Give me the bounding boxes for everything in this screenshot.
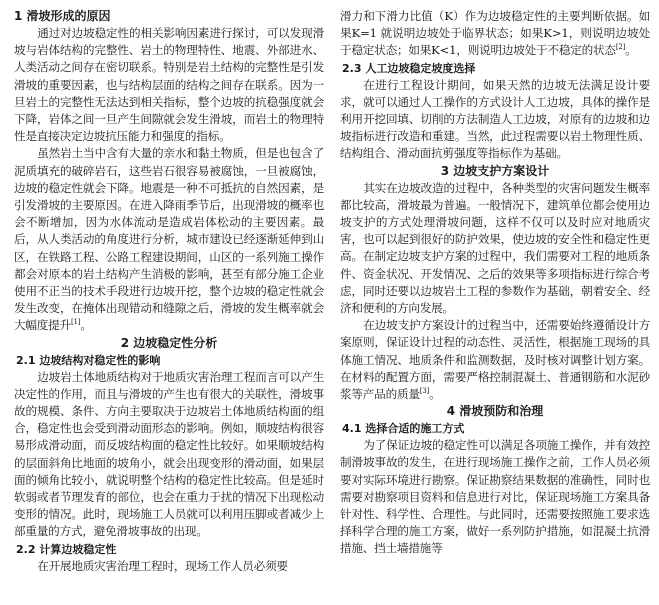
citation-ref: [2]	[615, 43, 626, 52]
paragraph	[14, 145, 324, 334]
section-heading-4: 4 滑坡预防和治理	[446, 404, 544, 419]
subsection-heading-4-1: 4.1 选择合适的施工方式	[342, 422, 465, 436]
paragraph: 其实在边坡改造的过程中，各种类型的灾害问题发生概率都比较高，滑坡最为普遍。一般情况下，建筑单位都会使用边坡支护的方式处理滑坡问题，这样不仅可以及时应对地质灾害，也可以起到很好的防护效果，使边坡的安全性和稳定性更高。在制定边坡支护方案的过程中，我们需要对工程的地质条件、资金状况、开发情况、之后的效果等多项指标进行综合考虑，同时还要以边坡岩土工程的参数作为基础，朝着安全、经济和便利的方向发展。	[340, 180, 650, 316]
paragraph-end: 。	[625, 43, 637, 58]
left-column	[14, 8, 324, 575]
section-heading-1: 1 滑坡形成的原因	[14, 9, 111, 23]
section-heading-2: 2 边坡稳定性分析	[120, 335, 218, 350]
subsection-heading-2-1: 2.1 边坡结构对稳定性的影响	[16, 353, 161, 367]
paragraph-end: 。	[80, 318, 92, 333]
subsection-heading-2-3: 2.3 人工边坡稳定坡度选择	[342, 61, 476, 75]
citation-ref: [3]	[419, 387, 430, 396]
paragraph: 通过对边坡稳定性的相关影响因素进行探讨，可以发现滑坡与岩体结构的完整性、岩土的物理特性、地震、外部进水、人类活动之间存在密切联系。特别是岩土结构的完整性是引发滑坡的重要因素，也与结构层面的结构之间存在联系。因为一旦岩土的完整性无法达到相关指标，整个边坡的抗稳强度就会下降，岩体之间一旦产生间隙就会发生滑坡，而岩土的物理特性是直接决定边坡抗压能力和强度的指标。	[14, 26, 324, 144]
citation-ref: [1]	[70, 318, 81, 327]
paragraph	[340, 8, 650, 60]
section-heading-3: 3 边坡支护方案设计	[440, 163, 550, 178]
paragraph: 在开展地质灾害治理工程时，现场工作人员必须要	[37, 558, 288, 573]
paragraph-end: 。	[429, 387, 441, 402]
paragraph	[340, 317, 650, 403]
paragraph-text: 滑力和下滑力比值（K）作为边坡稳定性的主要判断依据。如果K=1 就说明边坡处于临界状态；如果K>1，则说明边坡处于稳定状态；如果K<1，则说明边坡处于不稳定的状态	[340, 9, 650, 58]
paragraph-text: 虽然岩土当中含有大量的亲水和黏土物质，但是也包含了泥质填充的破碎岩石，这些岩石很容易被腐蚀，一旦被腐蚀，边坡的稳定性就会下降。地震是一种不可抵抗的自然因素，是引发滑坡的主要原因。在进入降雨季节后，出现滑坡的概率也会不断增加，因为水体流动是造成岩体松动的主要因素。最后，从人类活动的角度进行分析，城市建设已经逐渐延伸到山区，在铁路工程、公路工程建设期间，山区的一系列施工操作都会对原本的岩土结构产生消极的影响，甚至有部分施工企业使用不正当的技术手段进行边坡开挖，整个边坡的稳定性就会发生改变，在掩体出现错动和缝隙之后，滑坡的发生概率就会大幅度提升	[14, 146, 324, 333]
paragraph: 在进行工程设计期间，如果天然的边坡无法满足设计要求，就可以通过人工操作的方式设计人工边坡，具体的操作是利用开挖回填、切削的方法制造人工边坡，对原有的边坡和边坡指标进行改造和重建。当然，此过程需要以岩土物理性质、结构组合、滑动面抗剪强度等指标作为基础。	[340, 77, 650, 161]
subsection-heading-2-2: 2.2 计算边坡稳定性	[16, 542, 117, 556]
paragraph: 边坡岩土体地质结构对于地质灾害治理工程而言可以产生决定性的作用，而且与滑坡的产生也有很大的关联性，滑坡事故的规模、条件、方向主要取决于边坡岩土体地质结构面的组合，稳定性也会受到滑动面形态的影响。例如，顺坡结构很容易形成滑动面，而反坡结构面的稳定性比较好。如果顺坡结构的层面斜角比地面的坡角小，就会出现变形的滑动面，如果层面的倾角比较小，就说明整个结构的稳定性比较高。但是延时软弱或者节理发育的部位，也会在重力于扰的情况下出现松动变形的情况。此时，现场施工人员就可以利用压脚或者减少上部重量的方式，避免滑坡事故的出现。	[14, 369, 324, 539]
paragraph: 为了保证边坡的稳定性可以满足各项施工操作，并有效控制滑坡事故的发生，在进行现场施工操作之前，工作人员必须要对实际环境进行勘察。保证勘察结果数据的准确性，同时也需要对勘察项目资料和信息进行对比，保证现场施工方案具备针对性、科学性、合理性。与此同时，还需要按照施工要求选择科学合理的施工方案，做好一系列防护措施，如混凝土抗滑措施、挡土墙措施等	[340, 438, 650, 556]
right-column	[340, 8, 650, 558]
paragraph-text: 在边坡支护方案设计的过程当中，还需要始终遵循设计方案原则，保证设计过程的动态性、灵活性，根据施工现场的具体施工情况、地质条件和监测数据，及时核对调整计划方案。在材料的配置方面，需要严格控制混凝土、普通钢筋和水泥砂浆等产品的质量	[340, 318, 650, 402]
